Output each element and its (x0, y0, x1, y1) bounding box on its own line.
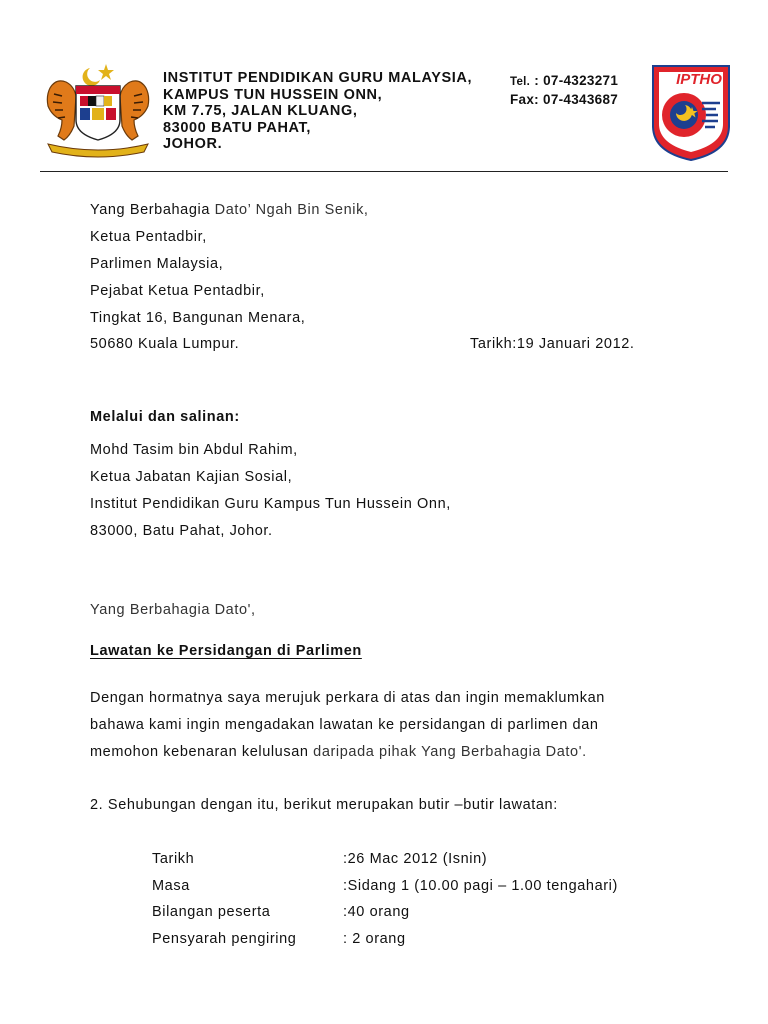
salutation: Yang Berbahagia Dato', (90, 602, 256, 618)
copy-to-line: Mohd Tasim bin Abdul Rahim, (90, 442, 298, 458)
detail-value: :Sidang 1 (10.00 pagi – 1.00 tengahari) (343, 878, 618, 894)
copy-to-line: 83000, Batu Pahat, Johor. (90, 523, 273, 539)
recipient-line: Parlimen Malaysia, (90, 256, 224, 272)
fax: Fax: 07-4343687 (510, 92, 619, 107)
paragraph-1-part: daripada pihak Yang Berbahagia Dato'. (313, 744, 587, 760)
detail-value: :26 Mac 2012 (Isnin) (343, 851, 488, 867)
logo-text: IPTHO (676, 71, 722, 88)
copy-to-heading: Melalui dan salinan: (90, 409, 240, 425)
recipient-name-line (90, 201, 369, 219)
detail-value: :40 orang (343, 904, 410, 920)
paragraph-1-line: bahawa kami ingin mengadakan lawatan ke persidangan di parlimen dan (90, 717, 599, 733)
malaysia-coat-of-arms-icon (40, 60, 156, 160)
institute-line: KM 7.75, JALAN KLUANG, (163, 103, 358, 119)
institute-line: KAMPUS TUN HUSSEIN ONN, (163, 86, 383, 103)
detail-label: Pensyarah pengiring (152, 931, 297, 947)
contact-info (510, 72, 618, 108)
institute-address (163, 70, 472, 153)
detail-label: Masa (152, 878, 190, 894)
copy-to-line: Institut Pendidikan Guru Kampus Tun Hussein Onn, (90, 496, 451, 512)
tel-value: : 07-4323271 (534, 73, 619, 88)
detail-value: : 2 orang (343, 931, 406, 947)
telephone (510, 72, 618, 91)
recipient-honorific: Yang Berbahagia (90, 202, 210, 218)
recipient-line: Pejabat Ketua Pentadbir, (90, 283, 265, 299)
recipient-name: Dato’ Ngah Bin Senik, (214, 202, 369, 218)
copy-to-line: Ketua Jabatan Kajian Sosial, (90, 469, 293, 485)
letter-date: Tarikh:19 Januari 2012. (470, 336, 635, 352)
header-divider (40, 171, 728, 172)
paragraph-1-line (90, 743, 587, 761)
iptho-logo-icon (650, 63, 732, 163)
detail-label: Tarikh (152, 851, 195, 867)
subject-title: Lawatan ke Persidangan di Parlimen (90, 643, 362, 659)
recipient-line: Ketua Pentadbir, (90, 229, 207, 245)
institute-line: 83000 BATU PAHAT, (163, 119, 311, 136)
paragraph-1-line: Dengan hormatnya saya merujuk perkara di atas dan ingin memaklumkan (90, 690, 605, 706)
recipient-line: Tingkat 16, Bangunan Menara, (90, 310, 306, 326)
recipient-line: 50680 Kuala Lumpur. (90, 336, 240, 352)
tel-label: Tel. (510, 76, 531, 88)
paragraph-2: 2. Sehubungan dengan itu, berikut merupakan butir –butir lawatan: (90, 797, 558, 813)
paragraph-1-part: memohon kebenaran kelulusan (90, 744, 309, 760)
institute-line: INSTITUT PENDIDIKAN GURU MALAYSIA, (163, 70, 473, 86)
institute-line: JOHOR. (163, 136, 223, 152)
detail-label: Bilangan peserta (152, 904, 271, 920)
